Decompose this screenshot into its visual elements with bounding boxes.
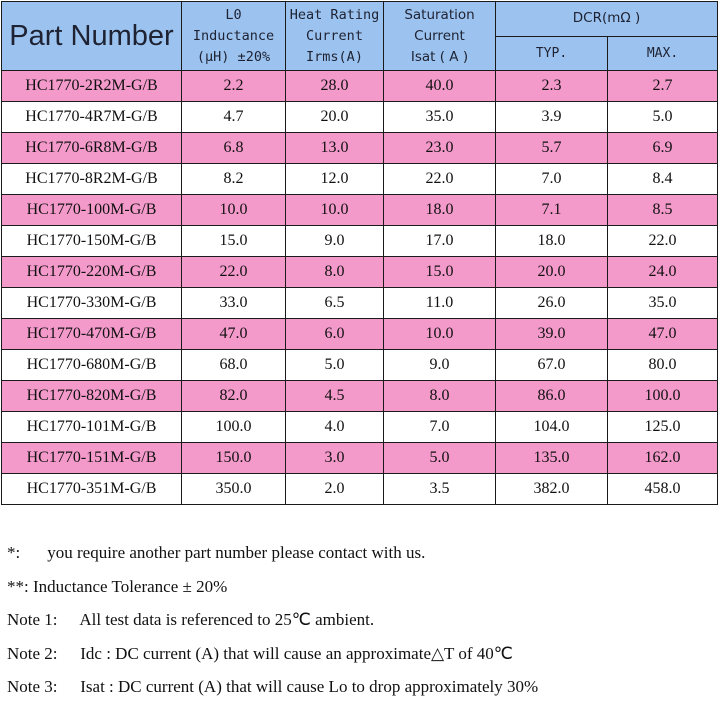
dcr-max-cell: 6.9 xyxy=(608,133,718,164)
dcr-typ-cell: 135.0 xyxy=(496,443,608,474)
table-header xyxy=(2,2,718,71)
dcr-typ-header: TYP. xyxy=(496,36,608,71)
inductance-cell: 6.8 xyxy=(182,133,286,164)
inductance-cell: 10.0 xyxy=(182,195,286,226)
table-row xyxy=(2,102,718,133)
note-text: you require another part number please contact with us. xyxy=(47,543,426,562)
irms-cell: 6.0 xyxy=(286,319,384,350)
inductance-cell: 15.0 xyxy=(182,226,286,257)
dcr-max-cell: 22.0 xyxy=(608,226,718,257)
heat-rating-header-line3: Irms(A) xyxy=(306,48,363,65)
note-line xyxy=(7,536,538,570)
irms-cell: 13.0 xyxy=(286,133,384,164)
dcr-typ-cell: 20.0 xyxy=(496,257,608,288)
part-number-header: Part Number xyxy=(2,2,182,71)
isat-cell: 11.0 xyxy=(384,288,496,319)
inductance-cell: 33.0 xyxy=(182,288,286,319)
inductor-spec-table xyxy=(1,1,718,505)
table-row xyxy=(2,319,718,350)
table-row xyxy=(2,443,718,474)
note-text: Inductance Tolerance ± 20% xyxy=(32,576,228,596)
isat-cell: 3.5 xyxy=(384,474,496,505)
heat-rating-header xyxy=(286,2,384,71)
dcr-typ-cell: 67.0 xyxy=(496,350,608,381)
dcr-typ-cell: 18.0 xyxy=(496,226,608,257)
notes-section xyxy=(7,536,538,704)
heat-rating-header-line1: Heat Rating xyxy=(289,6,380,23)
dcr-typ-cell: 7.0 xyxy=(496,164,608,195)
dcr-max-cell: 125.0 xyxy=(608,412,718,443)
dcr-max-cell: 47.0 xyxy=(608,319,718,350)
dcr-max-cell: 35.0 xyxy=(608,288,718,319)
note-label: *: xyxy=(7,543,21,562)
saturation-header-line3: Isat ( A ) xyxy=(410,48,469,65)
dcr-max-cell: 5.0 xyxy=(608,102,718,133)
irms-cell: 5.0 xyxy=(286,350,384,381)
table-row xyxy=(2,412,718,443)
irms-cell: 20.0 xyxy=(286,102,384,133)
irms-cell: 4.5 xyxy=(286,381,384,412)
table-row xyxy=(2,164,718,195)
inductance-header-line3: (μH) ±20% xyxy=(196,48,271,65)
inductance-cell: 2.2 xyxy=(182,71,286,102)
inductance-cell: 8.2 xyxy=(182,164,286,195)
irms-cell: 2.0 xyxy=(286,474,384,505)
irms-cell: 10.0 xyxy=(286,195,384,226)
part-number-cell: HC1770-101M-G/B xyxy=(2,412,182,443)
dcr-typ-cell: 39.0 xyxy=(496,319,608,350)
isat-cell: 8.0 xyxy=(384,381,496,412)
part-number-cell: HC1770-680M-G/B xyxy=(2,350,182,381)
part-number-cell: HC1770-351M-G/B xyxy=(2,474,182,505)
note-label: **: xyxy=(7,576,29,596)
isat-cell: 15.0 xyxy=(384,257,496,288)
part-number-cell: HC1770-100M-G/B xyxy=(2,195,182,226)
inductance-header xyxy=(182,2,286,71)
dcr-typ-cell: 104.0 xyxy=(496,412,608,443)
saturation-header xyxy=(384,2,496,71)
irms-cell: 28.0 xyxy=(286,71,384,102)
isat-cell: 35.0 xyxy=(384,102,496,133)
inductance-cell: 100.0 xyxy=(182,412,286,443)
inductance-header-line1: L0 xyxy=(225,6,242,23)
isat-cell: 22.0 xyxy=(384,164,496,195)
heat-rating-header-line2: Current xyxy=(306,27,363,44)
inductance-cell: 68.0 xyxy=(182,350,286,381)
note-text: Idc : DC current (A) that will cause an approximate△T of 40℃ xyxy=(80,643,513,663)
dcr-typ-cell: 5.7 xyxy=(496,133,608,164)
dcr-max-cell: 8.5 xyxy=(608,195,718,226)
dcr-max-cell: 162.0 xyxy=(608,443,718,474)
part-number-cell: HC1770-820M-G/B xyxy=(2,381,182,412)
table-body xyxy=(2,71,718,505)
isat-cell: 23.0 xyxy=(384,133,496,164)
saturation-header-line2: Current xyxy=(414,27,465,44)
table-row xyxy=(2,381,718,412)
table-row xyxy=(2,71,718,102)
dcr-header: DCR(mΩ ) xyxy=(496,2,718,37)
inductance-cell: 4.7 xyxy=(182,102,286,133)
dcr-max-cell: 8.4 xyxy=(608,164,718,195)
table-row xyxy=(2,288,718,319)
dcr-max-cell: 458.0 xyxy=(608,474,718,505)
note-text: Isat : DC current (A) that will cause Lo to drop approximately 30% xyxy=(80,677,539,696)
dcr-typ-cell: 26.0 xyxy=(496,288,608,319)
part-number-cell: HC1770-150M-G/B xyxy=(2,226,182,257)
note-label: Note 2: xyxy=(7,643,58,663)
note-line xyxy=(7,570,538,604)
irms-cell: 6.5 xyxy=(286,288,384,319)
part-number-cell: HC1770-8R2M-G/B xyxy=(2,164,182,195)
part-number-cell: HC1770-470M-G/B xyxy=(2,319,182,350)
part-number-cell: HC1770-330M-G/B xyxy=(2,288,182,319)
isat-cell: 5.0 xyxy=(384,443,496,474)
table-row xyxy=(2,257,718,288)
part-number-cell: HC1770-4R7M-G/B xyxy=(2,102,182,133)
isat-cell: 18.0 xyxy=(384,195,496,226)
saturation-header-line1: Saturation xyxy=(404,6,475,23)
dcr-typ-cell: 86.0 xyxy=(496,381,608,412)
isat-cell: 7.0 xyxy=(384,412,496,443)
dcr-typ-cell: 7.1 xyxy=(496,195,608,226)
part-number-cell: HC1770-2R2M-G/B xyxy=(2,71,182,102)
irms-cell: 9.0 xyxy=(286,226,384,257)
part-number-cell: HC1770-6R8M-G/B xyxy=(2,133,182,164)
dcr-typ-cell: 382.0 xyxy=(496,474,608,505)
note-line xyxy=(7,637,538,671)
inductance-cell: 22.0 xyxy=(182,257,286,288)
inductance-cell: 150.0 xyxy=(182,443,286,474)
inductance-header-line2: Inductance xyxy=(192,27,275,44)
table-row xyxy=(2,474,718,505)
inductance-cell: 47.0 xyxy=(182,319,286,350)
table-row xyxy=(2,350,718,381)
inductance-cell: 350.0 xyxy=(182,474,286,505)
note-text: All test data is referenced to 25℃ ambient. xyxy=(79,610,375,629)
irms-cell: 12.0 xyxy=(286,164,384,195)
note-line xyxy=(7,603,538,637)
dcr-max-cell: 24.0 xyxy=(608,257,718,288)
irms-cell: 3.0 xyxy=(286,443,384,474)
part-number-cell: HC1770-151M-G/B xyxy=(2,443,182,474)
irms-cell: 4.0 xyxy=(286,412,384,443)
isat-cell: 17.0 xyxy=(384,226,496,257)
table-row xyxy=(2,226,718,257)
isat-cell: 10.0 xyxy=(384,319,496,350)
dcr-max-cell: 80.0 xyxy=(608,350,718,381)
isat-cell: 9.0 xyxy=(384,350,496,381)
table-row xyxy=(2,195,718,226)
table-row xyxy=(2,133,718,164)
irms-cell: 8.0 xyxy=(286,257,384,288)
dcr-typ-cell: 2.3 xyxy=(496,71,608,102)
note-label: Note 1: xyxy=(7,610,58,629)
dcr-max-cell: 2.7 xyxy=(608,71,718,102)
dcr-max-header: MAX. xyxy=(608,36,718,71)
note-label: Note 3: xyxy=(7,677,58,696)
note-line xyxy=(7,670,538,704)
part-number-cell: HC1770-220M-G/B xyxy=(2,257,182,288)
isat-cell: 40.0 xyxy=(384,71,496,102)
inductance-cell: 82.0 xyxy=(182,381,286,412)
dcr-typ-cell: 3.9 xyxy=(496,102,608,133)
dcr-max-cell: 100.0 xyxy=(608,381,718,412)
